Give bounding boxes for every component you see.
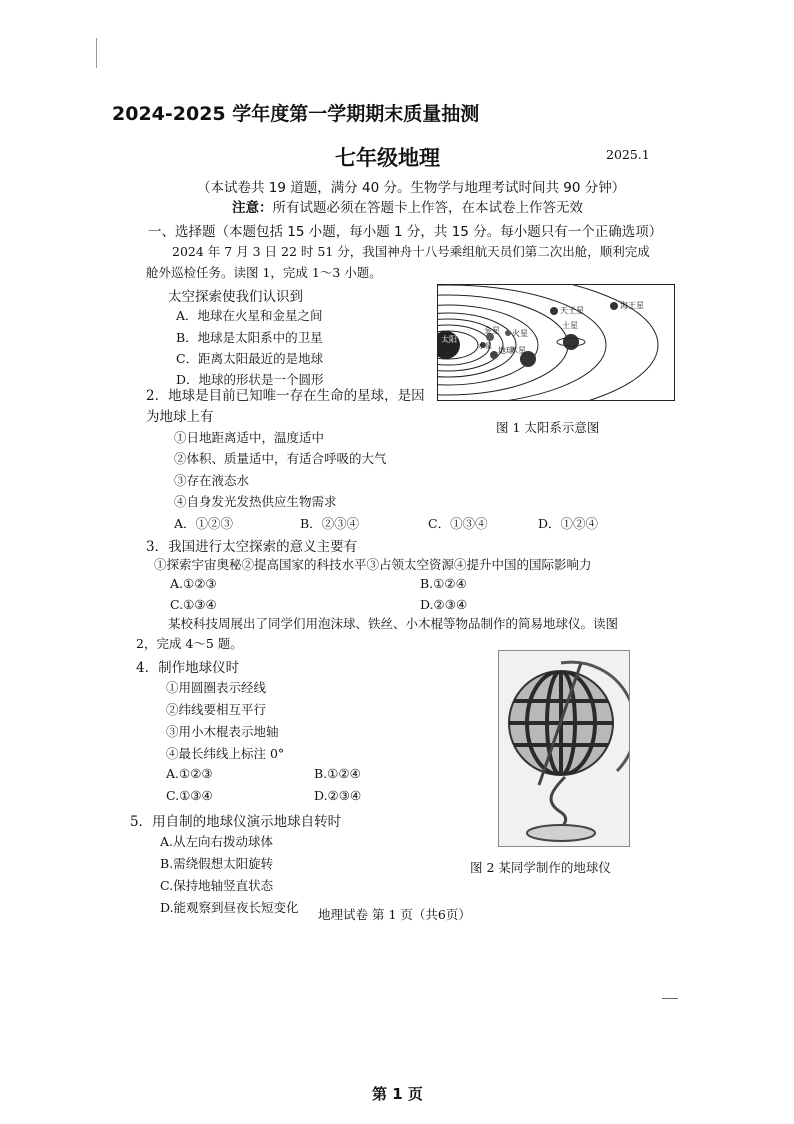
question-4-option: B.①②④ bbox=[314, 766, 361, 781]
intro-text: 某校科技周展出了同学们用泡沫球、铁丝、小木棍等物品制作的简易地球仪。读图 bbox=[168, 616, 619, 631]
question-1-stem: 太空探索使我们认识到 bbox=[168, 289, 303, 305]
notice-text: 所有试题必须在答题卡上作答，在本试卷上作答无效 bbox=[272, 200, 583, 216]
sun-label: 太阳 bbox=[441, 335, 457, 344]
question-3-option: A.①②③ bbox=[170, 576, 217, 591]
jupiter-label: 木星 bbox=[510, 346, 526, 355]
question-1-option: D．地球的形状是一个圆形 bbox=[176, 372, 324, 387]
mercury-label: 水星 bbox=[478, 342, 492, 350]
figure-1-caption: 图 1 太阳系示意图 bbox=[496, 420, 600, 435]
intro-text: 2，完成 4～5 题。 bbox=[136, 636, 243, 651]
question-2-stem: 为地球上有 bbox=[146, 409, 214, 425]
mars-icon bbox=[505, 330, 511, 336]
intro-text: 舱外巡检任务。读图 1，完成 1～3 小题。 bbox=[146, 265, 382, 280]
question-2-item: ②体积、质量适中，有适合呼吸的大气 bbox=[174, 451, 387, 466]
question-2-item: ④自身发光发热供应生物需求 bbox=[174, 494, 337, 509]
notice bbox=[232, 196, 583, 216]
question-3-items: ①探索宇宙奥秘②提高国家的科技水平③占领太空资源④提升中国的国际影响力 bbox=[154, 557, 592, 572]
question-4-item: ②纬线要相互平行 bbox=[166, 702, 267, 717]
figure-1-solar-system bbox=[437, 284, 675, 401]
question-4-item: ③用小木棍表示地轴 bbox=[166, 724, 279, 739]
figure-2-caption: 图 2 某同学制作的地球仪 bbox=[470, 860, 611, 875]
question-2-option: D．①②④ bbox=[538, 516, 599, 531]
question-4-option: A.①②③ bbox=[166, 766, 213, 781]
page-label: 第 1 页 bbox=[372, 1085, 423, 1103]
saturn-icon bbox=[563, 334, 579, 350]
question-5-option: B.需绕假想太阳旋转 bbox=[160, 856, 274, 871]
exam-date: 2025.1 bbox=[606, 147, 650, 162]
subject-title: 七年级地理 bbox=[335, 146, 440, 170]
question-1-option: C．距离太阳最近的是地球 bbox=[176, 351, 324, 366]
uranus-icon bbox=[550, 307, 558, 315]
notice-label: 注意： bbox=[232, 200, 273, 216]
question-5-stem: 5．用自制的地球仪演示地球自转时 bbox=[130, 814, 342, 830]
globe-base-icon bbox=[527, 825, 595, 841]
question-5-option: A.从左向右拨动球体 bbox=[160, 834, 274, 849]
question-2-option: A．①②③ bbox=[174, 516, 234, 531]
question-4-item: ④最长纬线上标注 0° bbox=[166, 746, 285, 761]
question-2-stem: 2．地球是目前已知唯一存在生命的星球，是因 bbox=[146, 388, 425, 404]
question-4-option: C.①③④ bbox=[166, 788, 213, 803]
earth-label: 地球 bbox=[498, 346, 514, 355]
exam-info: （本试卷共 19 道题，满分 40 分。生物学与地理考试时间共 90 分钟） bbox=[197, 180, 626, 196]
question-2-option: B．②③④ bbox=[300, 516, 360, 531]
exam-title: 2024-2025 学年度第一学期期末质量抽测 bbox=[112, 103, 480, 125]
neptune-label: 海王星 bbox=[620, 301, 644, 310]
question-3-option: D.②③④ bbox=[420, 597, 468, 612]
saturn-label: 土星 bbox=[562, 321, 578, 330]
question-4-option: D.②③④ bbox=[314, 788, 362, 803]
earth-icon bbox=[490, 351, 498, 359]
question-4-item: ①用圆圈表示经线 bbox=[166, 680, 267, 695]
section-heading: 一、选择题（本题包括 15 小题，每小题 1 分，共 15 分。每小题只有一个正确选项） bbox=[148, 224, 663, 240]
mars-label: 火星 bbox=[512, 329, 528, 338]
scan-mark bbox=[662, 998, 678, 999]
question-5-option: D.能观察到昼夜长短变化 bbox=[160, 900, 299, 915]
question-1-option: A．地球在火星和金星之间 bbox=[176, 308, 323, 323]
intro-text: 2024 年 7 月 3 日 22 时 51 分，我国神舟十八号乘组航天员们第二次出舱，顺利完成 bbox=[172, 244, 650, 259]
question-3-option: B.①②④ bbox=[420, 576, 467, 591]
question-2-option: C．①③④ bbox=[428, 516, 488, 531]
question-2-item: ③存在液态水 bbox=[174, 473, 250, 488]
venus-label: 金星 bbox=[484, 326, 500, 335]
question-5-option: C.保持地轴竖直状态 bbox=[160, 878, 274, 893]
scan-mark bbox=[96, 38, 97, 68]
solar-system-diagram bbox=[438, 285, 674, 400]
page-footer: 地理试卷 第 1 页（共6页） bbox=[318, 907, 471, 922]
question-1-option: B．地球是太阳系中的卫星 bbox=[176, 330, 323, 345]
question-3-stem: 3．我国进行太空探索的意义主要有 bbox=[146, 539, 358, 555]
figure-2-globe bbox=[498, 650, 630, 847]
uranus-label: 天王星 bbox=[560, 306, 584, 315]
question-2-item: ①日地距离适中，温度适中 bbox=[174, 430, 325, 445]
globe-photo bbox=[499, 651, 629, 846]
question-3-option: C.①③④ bbox=[170, 597, 217, 612]
neptune-icon bbox=[610, 302, 618, 310]
question-4-stem: 4．制作地球仪时 bbox=[136, 660, 240, 676]
